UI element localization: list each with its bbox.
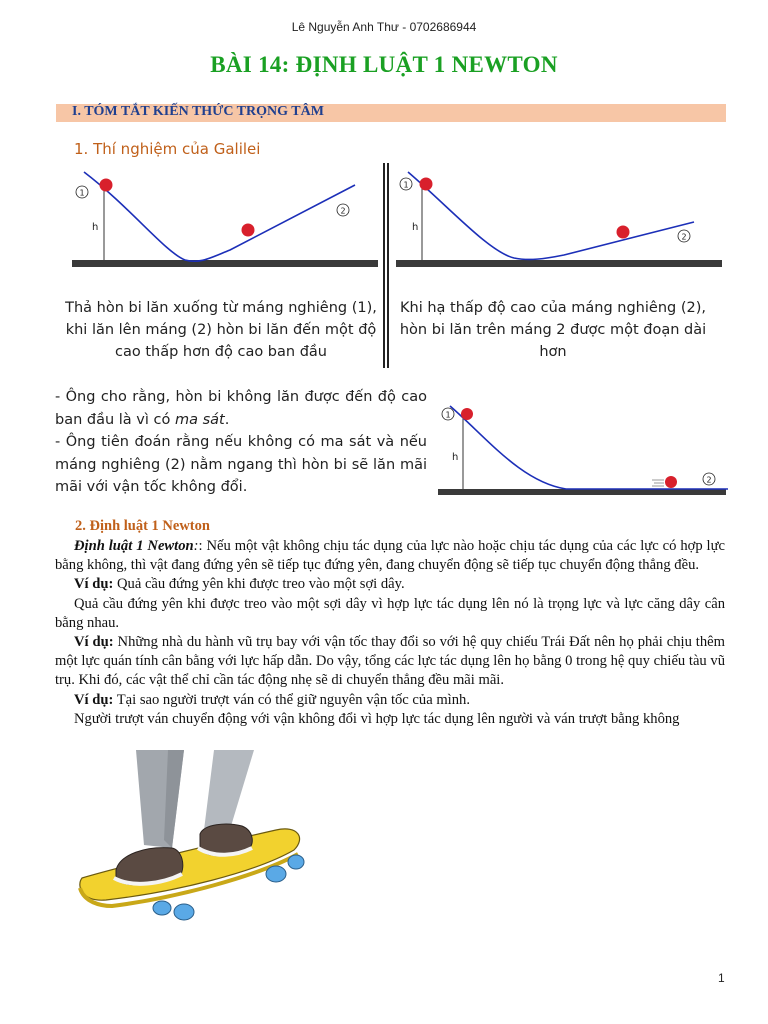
wheel-back-left xyxy=(266,866,286,882)
marker-2-label: 2 xyxy=(681,232,687,242)
observation-2: - Ông tiên đoán rằng nếu không có ma sát và nếu máng nghiêng (2) nằm ngang thì hòn bi sẽ lăn mãi mãi với vận tốc không đổi. xyxy=(55,434,427,495)
figure-divider xyxy=(383,163,389,368)
ball-end xyxy=(617,226,630,239)
law-heading: 2. Định luật 1 Newton xyxy=(75,518,210,534)
ball-rolling xyxy=(665,476,677,488)
galilei-figure-left xyxy=(70,162,380,272)
example-1: Ví dụ: Quả cầu đứng yên khi được treo vào một sợi dây. xyxy=(74,576,405,593)
marker-1-label: 1 xyxy=(403,180,409,190)
ball-end xyxy=(242,224,255,237)
skateboard-deck xyxy=(80,829,300,900)
page-number: 1 xyxy=(718,971,725,985)
observation-1: - Ông cho rằng, hòn bi không lăn được đến độ cao ban đầu là vì có ma sát. xyxy=(55,389,427,428)
caption-left: Thả hòn bi lăn xuống từ máng nghiêng (1), khi lăn lên máng (2) hòn bi lăn đến một độ cao thấp hơn độ cao ban đầu xyxy=(65,300,377,360)
ground xyxy=(438,489,726,495)
ground xyxy=(72,260,378,267)
observations xyxy=(55,386,427,499)
page-header: Lê Nguyễn Anh Thư - 0702686944 xyxy=(291,20,477,34)
marker-2-label: 2 xyxy=(706,475,712,485)
marker-1-label: 1 xyxy=(79,188,85,198)
wheel-front-left xyxy=(174,904,194,920)
marker-2-label: 2 xyxy=(340,206,346,216)
leg-right xyxy=(204,750,254,836)
track-curve xyxy=(408,172,694,259)
track-curve xyxy=(450,406,728,489)
friction-term: ma sát xyxy=(174,411,225,428)
wheel-front-right xyxy=(153,901,171,915)
example-1-explain: Quả cầu đứng yên khi được treo vào một sợi dây vì hợp lực tác dụng lên nó là trọng lực và lực căng dây cân bằng nhau. xyxy=(55,595,725,631)
section-bar xyxy=(56,104,726,122)
example-2: Ví dụ: Những nhà du hành vũ trụ bay với vận tốc thay đổi so với hệ quy chiếu Trái Đất nên họ phải chịu thêm một lực quán tính cân bằng với lực hấp dẫn. Do vậy, tổng các lực tác dụng lên họ bằng 0 trong hệ quy chiếu tàu vũ trụ. Khi đó, các vật thể chỉ cần tác động nhẹ sẽ di chuyển thẳng đều mãi mãi. xyxy=(55,634,725,689)
galilei-figure-right xyxy=(394,162,724,272)
page-title: BÀI 14: ĐỊNH LUẬT 1 NEWTON xyxy=(210,52,558,77)
galilei-heading: 1. Thí nghiệm của Galilei xyxy=(74,140,261,158)
height-label: h xyxy=(452,452,459,463)
track-curve xyxy=(84,172,355,261)
height-label: h xyxy=(92,222,99,233)
caption-right: Khi hạ thấp độ cao của máng nghiêng (2), hòn bi lăn trên máng 2 được một đoạn dài hơn xyxy=(399,300,707,360)
ball-start xyxy=(420,178,433,191)
law-definition: Định luật 1 Newton:: Nếu một vật không chịu tác dụng của lực nào hoặc chịu tác dụng của các lực có hợp lực bằng không, thì vật đang đứng yên sẽ tiếp tục đứng yên, đang chuyển động sẽ tiếp tục chuyển động thẳng đều. xyxy=(55,538,725,574)
height-label: h xyxy=(412,222,419,233)
marker-1-label: 1 xyxy=(445,410,451,420)
ball-start xyxy=(461,408,473,420)
ball-start xyxy=(100,179,113,192)
law-body xyxy=(55,537,725,729)
skateboard-illustration xyxy=(76,750,316,930)
wheel-back-right xyxy=(288,855,304,869)
ground xyxy=(396,260,722,267)
example-3-explain: Người trượt ván chuyển động với vận không đổi vì hợp lực tác dụng lên người và ván trượt bằng không xyxy=(74,710,680,727)
section-heading: I. TÓM TẮT KIẾN THỨC TRỌNG TÂM xyxy=(72,104,324,119)
galilei-figure-horizontal xyxy=(436,402,728,502)
example-3: Ví dụ: Tại sao người trượt ván có thể giữ nguyên vận tốc của mình. xyxy=(74,691,470,708)
